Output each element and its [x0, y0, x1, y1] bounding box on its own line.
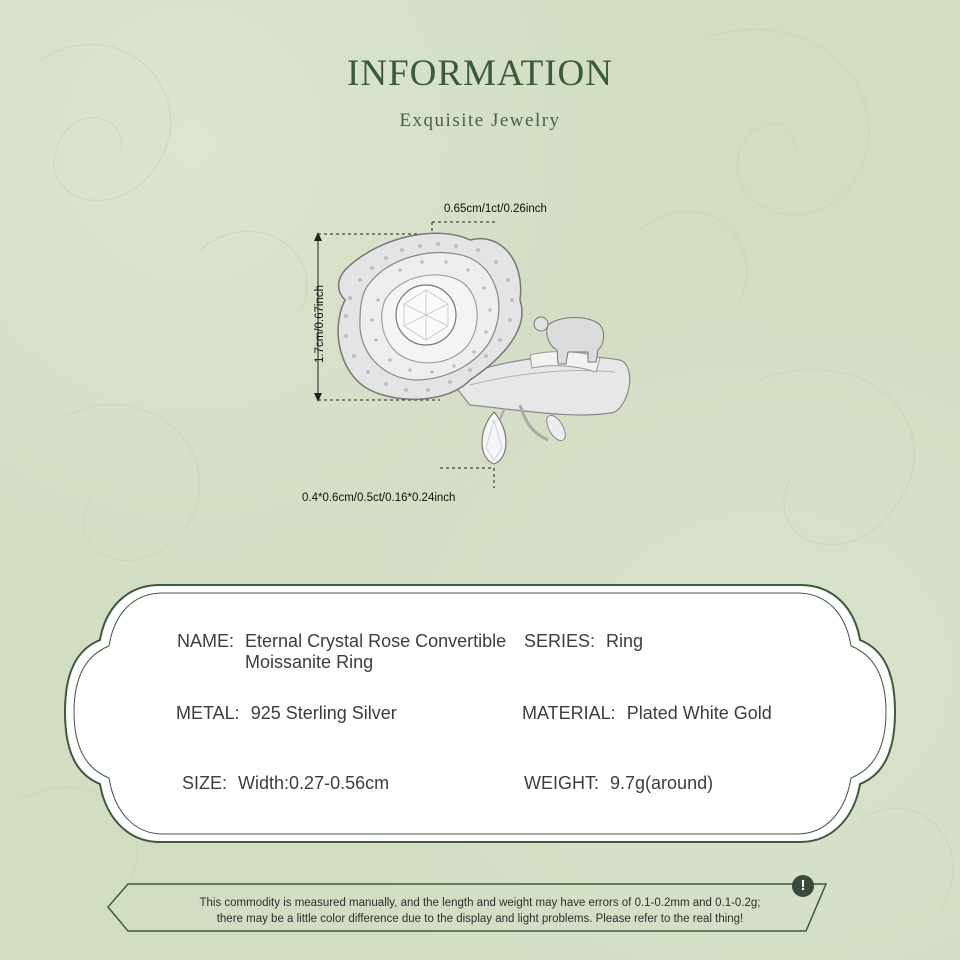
size-value: Width:0.27-0.56cm [238, 773, 390, 793]
material-value: Plated White Gold [626, 703, 772, 723]
notice-text [130, 895, 830, 927]
weight-value: 9.7g(around) [610, 773, 714, 793]
notice-line-1: This commodity is measured manually, and the length and weight may have errors of 0.1-0.2mm and 0.1-0.2g; [199, 897, 761, 909]
exclamation-icon: ! [792, 875, 814, 897]
series-label: SERIES: [524, 631, 596, 651]
series-value: Ring [606, 631, 644, 651]
side-stone-dimension: 0.4*0.6cm/0.5ct/0.16*0.24inch [302, 492, 456, 504]
height-dimension: 1.7cm/0.67inch [314, 285, 326, 363]
name-label: NAME: [177, 631, 235, 651]
metal-value: 925 Sterling Silver [250, 703, 397, 723]
main-stone-dimension: 0.65cm/1ct/0.26inch [444, 203, 547, 215]
page-subtitle: Exquisite Jewelry [399, 110, 561, 131]
name-value: Eternal Crystal Rose Convertible Moissanite Ring [245, 631, 507, 672]
size-label: SIZE: [182, 773, 228, 793]
notice-line-2: there may be a little color difference due to the display and light problems. Please refer to the real thing! [216, 913, 744, 925]
material-label: MATERIAL: [522, 703, 616, 723]
metal-label: METAL: [176, 703, 240, 723]
weight-label: WEIGHT: [524, 773, 599, 793]
page-title: INFORMATION [347, 53, 613, 94]
